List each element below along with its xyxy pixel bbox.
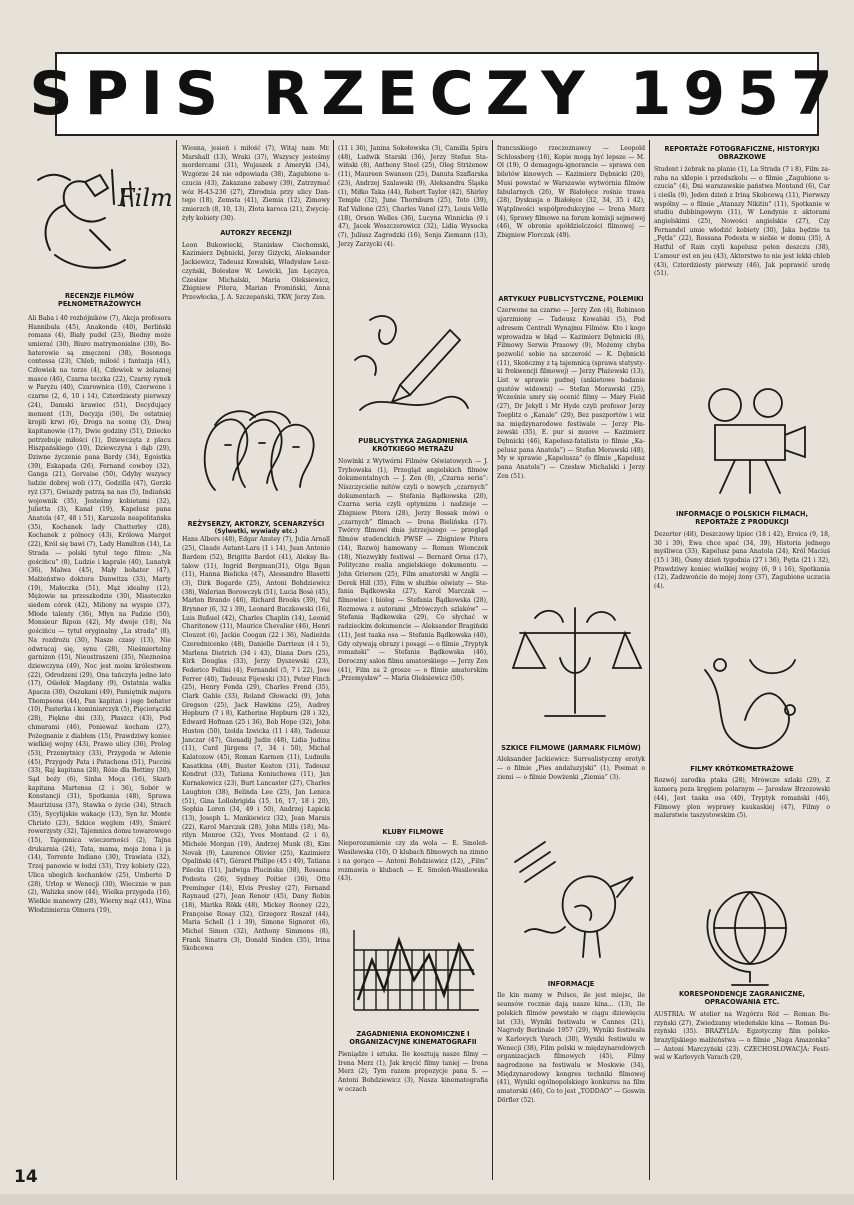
section-text-economics: Pieniądze i sztuka. Ile kosztują nasze filmy — Irena Merz (1), Jak kręcić filmy taniej — Irena Merz (2), Tym razem propozycje pana S. — Antoni Bohdziewicz (3), Nasza kinematografia w oczach — [338, 1050, 488, 1093]
section-heading-articles: ARTYKUŁY PUBLICYSTYCZNE, POLEMIKI — [498, 295, 644, 303]
page-title: SPIS RZECZY 1957 — [29, 59, 845, 129]
section-heading-economics: ZAGADNIENIA EKONOMICZNE I ORGANIZACYJNE KINEMATOGRAFII — [349, 1030, 477, 1047]
globe-sketch — [690, 880, 810, 990]
bird-sketch — [505, 832, 645, 972]
column-3-middle — [338, 437, 488, 699]
section-text-articles: Czerwone na czarno — Jerzy Zen (4), Robinson ujarzmiony — Tadeusz Kowalski (5), Pod adresem Centrali Wynajmu Filmów. Kto i kogo wprowadza w błąd — Kazimierz Dębnicki (8), Filmowy Serwis Prasowy (9), Możemy chyba pozwolić sobie na szczerość — K. Dębnicki (11), Skończmy z tą tajemnicą (sprawa statystyki frekwencji filmowej) — Jerzy Płażewski (13), List w sprawie pudnej (ankietowe badanie gustów widowni) — Stefan Morawski (25), Wcześnie umry się ocenić filmy — Mary Field (27), Dr Jekyll i Mr Hyde czyli profesor Jerzy Toeplitz o „Kanale” (29), Bez paszportów i wiz na międzynarodowe festiwale — Jerzy Płażewski (35), E. pur si muove — Kazimierz Dębnicki (46), Kapelusz-fatalista (o filmie „Kapelusz pana Anatola”) — Stefan Morawski (48), My w sprawie „Kapelusza” (o filmie „Kapelusz pana Anatola”) — Czesław Michalski i Jerzy Zen (51). — [497, 307, 645, 480]
section-text-clubs: Nieporozumienie czy zła wola — E. Smoleń-Wasilewska (10), O klubach filmowych na zimno i na gorąco — Antoni Bohdziewicz (12), „Film” rozmawia o klubach — E. Smoleń-Wasilewska (43). — [338, 840, 488, 883]
section-heading-journalism: PUBLICYSTYKA ZAGADNIENIA KRÓTKIEGO METRAŻU — [358, 437, 468, 454]
section-text-correspondence: AUSTRIA: W atelier na Wzgórzu Róż — Roman Burzyński (27), Zwiedzamy wiedeńskie kina — Roman Burzyński (35). BRAZYLIA: Egzotyczny film polsko-brazylijskiego małżeństwa — o filmie „Naga Amazonka” — Antoni Marczyński (23). CZECHOSŁOWACJA: Festiwal w Karlovych Varach (29, — [654, 1010, 830, 1062]
logo-text: Film — [118, 184, 173, 212]
section-text-polish-films: Dezerter (48), Deszczowy lipiec (18 i 42), Eroica (9, 18, 30 i 39), Ewa chce spać (34, 39), Historia jednego myśliwca (33), Kapelusz pana Anatola (24), Król Maciuś (15 i 38), Ósmy dzień tygodnia (27 i 36), Pętla (21 i 32), Prawdziwy koniec wielkiej wojny (6, 9 i 16), Spotkania (12), Zadzwońcie do mojej żony (37), Zagubione uczucia (4). — [654, 530, 830, 591]
column-divider — [649, 140, 650, 1180]
section-heading-sketches: SZKICE FILMOWE (JARMARK FILMÓW) — [501, 744, 641, 752]
title-banner — [29, 52, 845, 136]
section-text-directors-continued: (11 i 36), Janina Sokołowska (3), Camilla Spira (48), Ludwik Starski (36), Jerzy Stefan Stawiński (8), Anthony Steel (25), Oleg Striżenow (11), Maureen Swanson (25), Danuta Szaflarska (23), Andrzej Szalawski (9), Aleksandra Śląska (1), Miłko Taka (44), Robert Taylor (42), Shirley Temple (32), June Thornburn (25), Toto (39), Raf Vallone (25), Charles Vanel (27), Louis Velle (18), Orson Welles (36), Lucyna Winnicka (9 i 47), Jacek Woszczerowicz (32), Lidia Wysocka (7), Juliusz Zagrodzki (16), Sonja Ziemann (13), Jerzy Zarzycki (4). — [338, 145, 488, 248]
scales-sketch — [505, 598, 645, 726]
column-5-correspondence — [654, 990, 830, 1160]
section-text-economics-continued: francuskiego rzeczoznawcy — Leopold Schlossberg (16), Kopie mogą być lepsze — M. Ol (19), O demagogu-ignorancie — sprawa cen biletów kinowych — Kazimierz Dębnicki (20), Musi powstać w Warszawie wytwórnia filmów fabularnych (26), W Białołęce rośnie trawa (28), Dyskusja o Białołęce (32, 34, 35 i 42), Wątpliwości współprodukcyjne — Irena Merz (4), Sprawy filmowe na forum komisji sejmowej (46), W obronie spółdzielczości filmowej — Zbigniew Florczak (49). — [497, 145, 645, 240]
section-subheading-directors: (Sylwetki, wywiady etc.) — [214, 528, 298, 536]
camera-sketch — [690, 375, 810, 495]
column-4-top — [497, 145, 645, 287]
section-text-critics: Leon Bukowiecki, Stanisław Ciechomski, Kazimierz Dębnicki, Jerzy Giżycki, Aleksander Jackiewicz, Tadeusz Kowalski, Władysław Leszczyński, Bolesław W. Lewicki, Jan Łęczyca, Czesław Michalski, Maria Oleksiewicz, Zbigniew Pitera, Marian Promiński, Anna Przewłocka, J. A. Szczepański, TKW, Jerzy Zen. — [182, 241, 330, 301]
column-2-bottom — [182, 520, 330, 1160]
column-5-short-films — [654, 765, 830, 865]
section-heading-critics: AUTORZY RECENZJI — [220, 229, 292, 238]
column-divider — [492, 140, 493, 1180]
column-3-top — [338, 145, 488, 280]
column-5-polish-films — [654, 510, 830, 650]
column-1 — [28, 292, 171, 1160]
column-2-top — [182, 145, 330, 300]
section-text-directors: Hans Albers (48), Edgar Anstey (7), Julia Arnall (25), Claude Autant-Lara (1 i 14), Juan Antonio Bardem (52), Brigitte Bardot (41), Aleksy Batalow (11), Ingrid Bergman(31), Olga Bgan (11), Hanna Bielicka (47), Alessandro Blasetti (3), Dirk Bogarde (25), Antoni Bohdziewicz (38), Walerian Borowczyk (51), Lucia Bosè (45), Marlon Brando (46), Richard Brooks (39), Yul Brynner (6, 32 i 39), Leonard Buczkowski (16), Luis Buñuel (42), Charles Chaplin (14), Leonid Charitonow (11), Maurice Chevalier (46), Henri Clouzot (6), Jackie Coogan (22 i 36), Nadieżda Czerednicenko (48), Danielle Darrieux (4 i 5), Marlena Dietrich (34 i 43), Diana Dors (25), Kirk Douglas (33), Jerzy Dyszewski (23), Federico Fellini (4), Fernandel (5, 7 i 22), Jose Ferrer (40), Tadeusz Fijewski (31), Peter Finch (25), Henry Fonda (29), Charles Frend (35), Clark Gable (33), Roland Głowacki (9), John Gregson (25), Jack Hawkins (25), Audrey Hepburn (7 i 8), Katherine Hepburn (28 i 32), Edward Hofman (25 i 36), Bob Hope (32), John Huston (50), Izolda Izwicka (11 i 48), Tadeusz Janczar (47), Gienadij Judin (48), Lidia Judina (11), Curd Jürgens (7, 34 i 50), Michał Kalatozow (45), Roman Karmen (11), Ludmiła Kasatkina (48), Buster Keaton (31), Tadeusz Kondrat (33), Tatiana Koniuchowa (11), Jan Kurnakowicz (23), Burt Lancaster (27), Charles Laughton (38), Belinda Lee (25), Jan Lenica (51), Gina Lollobrigida (15, 16, 17, 18 i 20), Sophia Loren (34, 49 i 50), Andrzej Łapicki (13), Joseph L. Mankiewicz (32), Jean Marais (22), Karol Marczak (28), John Mills (18), Marilyn Monroe (32), Yves Montand (2 i 6), Michele Morgan (19), Andrzej Munk (8), Kim Novak (9), Laurence Olivier (25), Kazimierz Opaliński (47), Gérard Philipe (45 i 49), Tatiana Pilecka (11), Jadwiga Plucińska (38), Rossana Podesta (26), Sydney Poitier (36), Otto Preminger (14), Elvis Presley (27), Fernand Raynaud (27), Jean Renoir (45), Dany Robin (18), Marika Rökk (48), Mickey Rooney (22), Françoise Rosay (32), Grzegorz Roszał (44), Maria Schell (1 i 39), Simone Signoret (6), Michel Simon (32), Anthony Simmons (8), Frank Sinatra (3), Donald Sinden (35), Irina Skobcewa — [182, 536, 330, 953]
column-divider — [176, 140, 177, 1180]
column-4-articles — [497, 295, 645, 583]
section-heading-correspondence: KORESPONDENCJE ZAGRANICZNE, OPRACOWANIA ETC. — [679, 990, 805, 1007]
film-logo-sketch — [30, 160, 173, 285]
section-text-short-films: Rozwój zarodka ptaka (28), Mrówcze szlaki (29), Z kamerą poza kręgiem polarnym — Jarosław Brzozowski (44), Jest taaka osa (40), Tryptyk romański (46), Filmowy plon wyprawy kaukaskiej (47), Filmy o malarstwie taszystowskim (5). — [654, 777, 830, 820]
pen-nib-sketch — [340, 290, 480, 430]
section-heading-reviews: RECENZJE FILMÓW PEŁNOMETRAŻOWYCH — [58, 292, 141, 309]
page-number: 14 — [14, 1167, 38, 1187]
column-4-info — [497, 980, 645, 1160]
section-text-reviews: Ali Baba i 40 rozbójników (7), Akcja profesora Hannibala (45), Anakonda (40), Berliński romans (4), Biały pudel (23), Biedny może umierać (30), Biuro matrymonialne (30), Bohaterowie są zmęczeni (38), Bosonoga contessa (23), Chleb, miłość i fantazja (41), Człowiek na torze (4), Człowiek w żelaznej masce (46), Czarna teczka (22), Czarny rynek w Paryżu (40), Czarownica (10), Czerwone i czarne (2, 6, 10 i 14), Czterdziesty pierwszy (24), Damski krawiec (51), Decydujący moment (13), Decyzja (50), Do ostatniej kropli krwi (6), Droga na scenę (3), Dwaj kapitanowie (17), Dwie godziny (51), Dziecko potrzebuje miłości (1), Dziewczęta z placu Hiszpańskiego (10), Dziewczyna i dąb (29), Dziwne życzenie pana Bardy (34), Egoistka (39), Eskapada (26), Fernand cowboy (32), Ganga (21), Gervaise (50), Gdyby wszyscy ludzie dobrej woli (17), Godzilla (47), Gorzki ryż (37), Gwiazdy patrzą na nas (5), Indiański wojownik (35), Jesteśmy kobietami (32), Julietta (3), Kanał (19), Kapelusz pana Anatola (47, 48 i 51), Karuzela neapolitańska (35), Kochanek lady Chatterley (28), Kochanek z pólnocy (43), Królowa Margot (22), Król się bawi (7), Lady Hamilton (14), La Strada — polski tytuł tego filmu: „Na gościńcu” (8), Ludzie i kaprale (40), Lunatyk (36), Malwa (45), Mały bohater (47), Małżeństwo doktora Danwitza (33), Marty (19), Małeczka (51), Mąż idealny (12), Mężowie na przeszkodzie (30), Miasteczko siedem córek (42), Miliony na wyspie (37), Młode talenty (36), Młyn na Padzie (50), Monsieur Ripois (42), My dwoje (18), Na gościńcu — tytuł oryginalny „La strada” (8), Na rozdrożu (30), Nasze czasy (13), Nie odwracaj się, synu (28), Nieśmiertelny garnizon (15), Nieustraszeni (35), Nieznośna dziewczyna (49), Noc jest moim królestwem (22), Odrodzeni (29), Ona tańczyła jedno lato (17), Ośiołek Magdany (9), Ostatnia walka Apacza (30), Oszukani (49), Pamiętnik majora Thompsona (44), Pan kapitan i jego bohater (10), Pasterka i kominiarczyk (5), Pięciorączki (28), Piękne dni (33), Płaszcz (43), Pod chmurami (46), Poniewaź kocham (27), Pożegnanie z diabłem (15), Prawdziwy koniec wielkiej wojny (43), Prawo ulicy (36), Prolog (53), Przemytnicy (33), Przygoda w Adenie (45), Przygody Pata i Patachona (51), Puccini (33), Raj kapitana (28), Róże dla Bettiny (30), Sąd boży (6), Sinha Moça (16), Skarb kapitana Martensa (2 i 36), Sobór w Konstancji (31), Spotkania (48), Sprawa Mauriziusa (37), Stawka o życie (34), Strach (35), Sycylijskie wakacje (13), Syn hr. Monte Christo (23), Szkice węglem (49), Śmierć rowerzysty (32), Tajemnica domu towarowego (15), Tajemnica wieczorności (2), Tajna drukarnia (24), Tata, mama, moja żona i ja (14), Torrente Indiano (30), Trawiata (32), Trzej panowie w łodzi (33), Trzy kobiety (22), Ulica ubogich kochanków (25), Umberto D (28), Urlop w Wenecji (30), Wiecznie w pan (2), Walizka snów (44), Wielka przygoda (16), Wielkie manewry (28), Wierny mąż (41), Wina Włodzimierza Olmera (19), — [28, 314, 171, 914]
abstract-sketch — [690, 650, 810, 762]
section-heading-directors: REŻYSERZY, AKTORZY, SCENARZYŚCI — [187, 520, 325, 528]
section-text-sketches: Aleksander Jackiewicz: Surrealistyczny erotyk — o filmie „Pies andaluzyjski” (1), Poemat o ziemi — o filmie Dowżenki „Ziemia” (3). — [497, 756, 645, 781]
section-heading-reports: REPORTAŻE FOTOGRAFICZNE, HISTORYJKI OBRAZKOWE — [664, 145, 820, 162]
column-3-economics — [338, 1030, 488, 1160]
section-text-reports: Student i żebrak na planie (1), La Strada (7 i 8), Film zaraba na sklepie i przedszkolu — o filmie „Zagubione uczucia” (4), Dni warszawskie państwa Montand (6), Car i cieślа (9), Jeden dzień z Iriną Skobcewą (11), Pierwszy wspólny — o filmie „Atanazy Nikitin” (11), Spotkanie w studiu dubbingowym (11), W Londynie z aktorami angielskimi (25), Nowości angielskie (27), Czy Fernandel umie włodzić kobiety (30), Jaka będzie ta „Pętla” (22), Rossana Podesta w siebie w domu (35), A Hatful of Rain czyli kapelusz pełen deszczu (38), L'amour est en jeu (43), Aktorstwo to nie jest lekki chleb (43), Czterdziesty pierwszy (46), Jak poprawić urodę (51). — [654, 165, 830, 278]
section-heading-info: INFORMACJE — [547, 980, 595, 988]
column-4-sketches — [497, 744, 645, 824]
section-text-journalism: Nowinki z Wytwórni Filmów Oświatowych — J. Trybowska (1), Przegląd angielskich filmów dokumentalnych — J. Zen (8), „Czarna seria”: Niszczycielie mitów czyli o nowych „czarnych” dokumentach — Stefania Bądkowska (20), Czarna seria czyli optymizm i nadzieje — Zbigniew Pitera (28), Jerzy Bossak mówi o „czarnych” filmach — Irena Bielińska (17). Twórcy filmowi dnia jutrzejszego — przegląd filmów studenckich PWSF — Zbigniew Pitera (14), Rozwój hamowany — Roman Wionczek (18), Niezwykły festiwal — Bernard Orna (17), Polityczne realia angielskiego dokumentu — John Grierson (25), Film amatorski w Anglii — Derek Hill (35), Film w służbie oświaty — Stefania Bądkowska (27), Karol Marczak — filmowiec i biolog — Stefania Bądkowska (28), Rozmowa z autorami „Mrówczych szlaków” — Stefania Bądkowska (29), Co słychać w radzieckim dokumencie — Aleksander Bragiński (11), Jest taaka osa — Stefania Bądkowska (40), Gdy ożywają obrazy i posągi — o filmie „Tryptyk romański” — Stefania Bądkowska (46), Doroczny salon filmu amatorskiego — Jerzy Zen (41), Film za 2 grosze — o filmie amatorskim „Przemysław” — Maria Oleksiewicz (50). — [338, 457, 488, 683]
section-heading-short-films: FILMY KRÓTKOMETRAŻOWE — [690, 765, 794, 773]
section-text-info: Ile kin mamy w Polsce, ile jest miejsc, ile seansów rocznie dają nasze kina... (13), Ile polskich filmów powstało w ciągu dziewięciu lat (33), Wyniki festiwalu w Cannes (21), Nagrody Berlinale 1957 (29), Wyniki festiwalu w Karlovych Varach (30), Wyniki festiwalu w Wenecji (38), Film polski w międzynarodowych organizacjach filmowych (45), Filmy nagrodzone na festiwalu w Moskwie (34), Międzynarodowy kongres techniki filmowej (41), Wyniki ogólnopolskiego konkursu na film amatorski (46), Co to jest „TODDAO” — Goswin Dörfler (52). — [497, 992, 645, 1104]
page-edge — [0, 1194, 854, 1205]
faces-sketch — [195, 395, 325, 505]
column-3-clubs — [338, 828, 488, 908]
section-text-film-list-end: Wiosna, jesień i miłość (7), Witaj nam Mr. Marshall (13), Wraki (37), Wszyscy jesteśmy mordercami (31), Wujaszek z Ameryki (34), Wzgórze 24 nie odpowiada (38), Zagubione uczucia (43), Zakazane zabawy (39), Zatrzymać wóz H-43-236 (27), Zbrodnia przy ulicy Dantego (18), Zemsta (41), Ziemia (12), Zimowy zmierzch (8, 10, 13), Złota karoca (21), Zwyciężyły kobiety (30). — [182, 145, 330, 222]
column-divider — [333, 140, 334, 1180]
column-5-reports — [654, 145, 830, 357]
economics-chart-sketch — [344, 920, 484, 1015]
section-heading-clubs: KLUBY FILMOWE — [382, 828, 444, 836]
section-heading-polish-films: INFORMACJE O POLSKICH FILMACH, REPORTAŻE Z PRODUKCJI — [675, 510, 809, 527]
